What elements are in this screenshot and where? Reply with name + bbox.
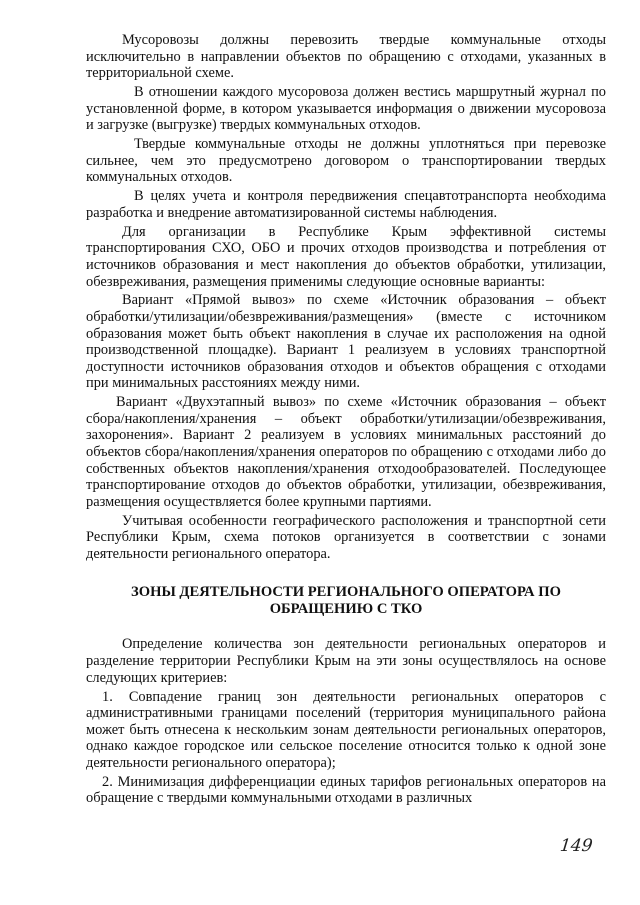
section-heading: ЗОНЫ ДЕЯТЕЛЬНОСТИ РЕГИОНАЛЬНОГО ОПЕРАТОРА ПО ОБРАЩЕНИЮ С ТКО bbox=[131, 584, 561, 618]
paragraph: Вариант «Прямой вывоз» по схеме «Источник образования – объект обработки/утилизации/обезвреживания/размещения» (вместе с источником образования может быть объект накопления в случае их расположения на одной производственной площадке). Вариант 1 реализуем в условиях транспортной доступности источников образования отходов и объектов обращения с отходами при минимальных расстояниях между ними. bbox=[86, 292, 606, 392]
paragraph: В целях учета и контроля передвижения спецавтотранспорта необходима разработка и внедрение автоматизированной системы наблюдения. bbox=[86, 188, 606, 221]
list-item: 2. Минимизация дифференциации единых тарифов региональных операторов на обращение с твердыми коммунальными отходами в различных bbox=[86, 773, 606, 807]
paragraph: Мусоровозы должны перевозить твердые коммунальные отходы исключительно в направлении объектов по обращению с отходами, указанных в территориальной схеме. bbox=[86, 32, 606, 82]
paragraph: Твердые коммунальные отходы не должны уплотняться при перевозке сильнее, чем это предусмотрено договором о транспортировании твердых коммунальных отходов. bbox=[86, 136, 606, 186]
page-number: 149 bbox=[558, 836, 594, 856]
paragraph: В отношении каждого мусоровоза должен вестись маршрутный журнал по установленной форме, в котором указывается информация о движении мусоровоза и загрузке (выгрузке) твердых коммунальных отходов. bbox=[86, 84, 606, 134]
paragraph: Учитывая особенности географического расположения и транспортной сети Республики Крым, схема потоков организуется в соответствии с зонами деятельности регионального оператора. bbox=[86, 512, 606, 562]
paragraph: Вариант «Двухэтапный вывоз» по схеме «Источник образования – объект сбора/накопления/хранения – объект обработки/утилизации/обезвреживания, захоронения». Вариант 2 реализуем в условиях минимальных расстояний до объектов сбора/накопления/хранения операторов по обращению с отходами либо до собственных объектов накопления/хранения отходообразователей. Последующее транспортирование отходов до объектов обработки, утилизации, обезвреживания, размещения осуществляется более крупными партиями. bbox=[86, 394, 606, 510]
list-item: 1. Совпадение границ зон деятельности региональных операторов с административными границами поселений (территория муниципального района может быть отнесена к нескольким зонам деятельности региональных операторов, однако каждое городское или сельское поселение относится только к одной зоне деятельности регионального оператора); bbox=[86, 688, 606, 771]
paragraph: Для организации в Республике Крым эффективной системы транспортирования СХО, ОБО и прочих отходов производства и потребления от источников образования и мест накопления до объектов обработки, утилизации, обезвреживания, размещения применимы следующие основные варианты: bbox=[86, 223, 606, 290]
document-body bbox=[86, 32, 606, 809]
paragraph: Определение количества зон деятельности региональных операторов и разделение территории Республики Крым на эти зоны осуществлялось на основе следующих критериев: bbox=[86, 636, 606, 686]
